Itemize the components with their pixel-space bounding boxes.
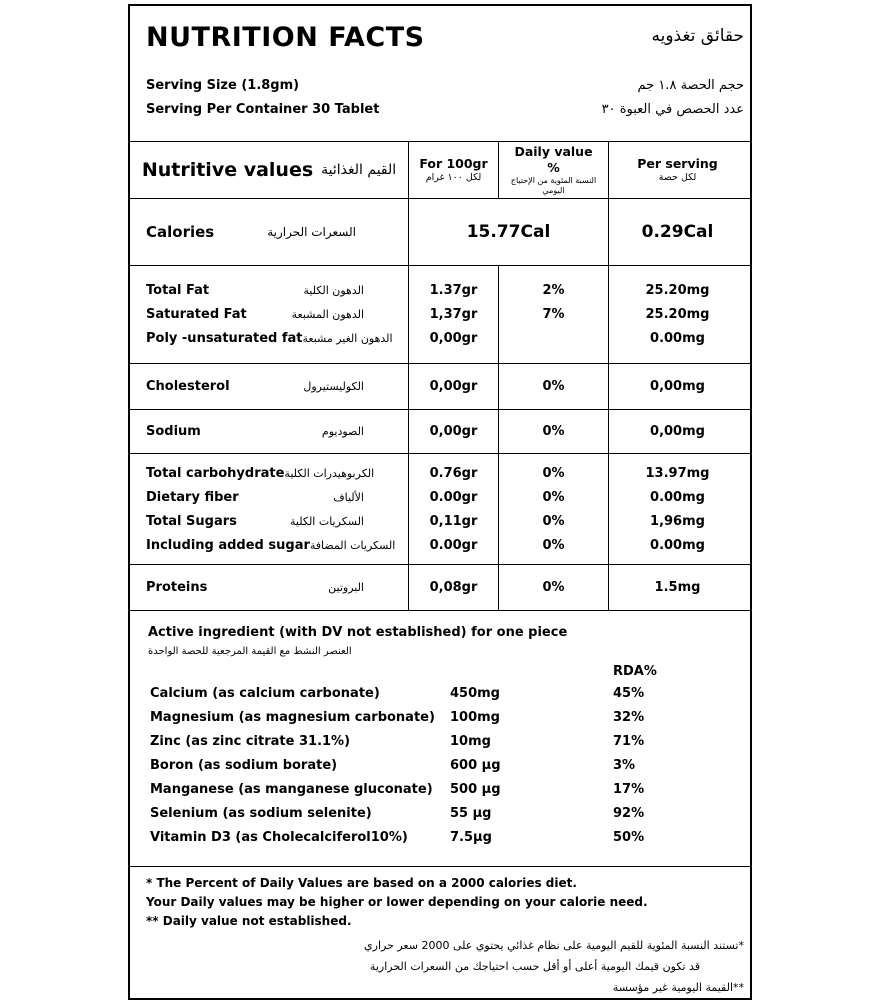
proteins-group — [130, 564, 750, 610]
daily-value — [499, 326, 608, 350]
nutrient-label: Total Sugars — [146, 513, 237, 529]
daily-value-header — [498, 142, 608, 198]
per-serving-value: 25.20mg — [645, 306, 710, 322]
nutrient-label: Sodium — [146, 423, 201, 439]
nutrient-label-arabic: الألياف — [333, 490, 364, 504]
sodium-daily-value-column — [498, 410, 608, 453]
nutrient-label: Proteins — [146, 579, 208, 595]
carbohydrate-per100-column — [408, 454, 498, 564]
serving-size-english: Serving Size (1.8gm) — [146, 77, 300, 93]
title-english: NUTRITION FACTS — [146, 22, 425, 53]
footnote-daily-values-basis-arabic: *تستند النسبة المئوية للقيم اليومية على نظام غذائي يحتوي على 2000 سعر حراري — [364, 939, 744, 952]
row-total-sugars — [130, 509, 408, 533]
nutrient-label: Total carbohydrate — [146, 465, 285, 481]
per-100g-header — [408, 142, 498, 198]
row-dietary-fiber — [130, 485, 408, 509]
nutrition-facts-label — [128, 4, 752, 1000]
nutrient-label: Cholesterol — [146, 378, 230, 394]
daily-value: 0% — [542, 537, 565, 553]
calories-row — [130, 198, 750, 265]
servings-per-container-english: Serving Per Container 30 Tablet — [146, 101, 380, 117]
per100-value: 0.00gr — [429, 537, 478, 553]
proteins-per-serving-column — [608, 565, 746, 610]
carbohydrate-group — [130, 453, 750, 564]
per-serving-value: 0.00mg — [650, 489, 705, 505]
ingredient-name: Boron (as sodium borate) — [150, 757, 338, 773]
daily-value: 0% — [542, 378, 565, 394]
footnote-dv-not-established-arabic: **القيمة اليومية غير مؤسسة — [612, 981, 744, 994]
serving-size-arabic: حجم الحصة ١.٨ جم — [637, 77, 744, 93]
cholesterol-group — [130, 363, 750, 409]
ingredient-rda: 45% — [613, 685, 645, 701]
row-total-fat — [130, 278, 408, 302]
ingredient-name: Calcium (as calcium carbonate) — [150, 685, 380, 701]
active-ingredients-section — [130, 611, 750, 852]
row-poly-unsaturated-fat — [130, 326, 408, 350]
daily-value: 2% — [542, 282, 565, 298]
cholesterol-per-serving-column — [608, 364, 746, 409]
ingredient-amount: 55 µg — [450, 805, 492, 821]
serving-info — [130, 73, 750, 121]
title-arabic: حقائق تغذويه — [651, 26, 744, 46]
nutritive-values-label: Nutritive values — [141, 159, 314, 181]
carbohydrate-daily-value-column — [498, 454, 608, 564]
ingredient-rda: 50% — [613, 829, 645, 845]
daily-value-label: Daily value — [514, 144, 593, 159]
ingredient-name: Selenium (as sodium selenite) — [150, 805, 372, 821]
fat-per-serving-column — [608, 266, 746, 363]
ingredient-amount: 100mg — [450, 709, 500, 725]
per-100g-label: For 100gr — [419, 156, 488, 171]
cholesterol-labels-column — [130, 364, 408, 409]
per-serving-value: 0.00mg — [650, 330, 705, 346]
ingredient-name: Manganese (as manganese gluconate) — [150, 781, 433, 797]
sodium-per100-column — [408, 410, 498, 453]
per100-value: 0.76gr — [429, 465, 478, 481]
nutrient-label-arabic: الصوديوم — [321, 424, 364, 438]
footnote-higher-lower: Your Daily values may be higher or lower depending on your calorie need. — [146, 895, 648, 909]
nutrient-label-arabic: الدهون الغير مشبعة — [302, 331, 393, 345]
daily-value: 0% — [542, 579, 565, 595]
daily-value: 0% — [542, 489, 565, 505]
daily-value: 7% — [542, 306, 565, 322]
ingredient-name: Zinc (as zinc citrate 31.1%) — [150, 733, 351, 749]
nutritive-values-header — [130, 142, 408, 198]
label-header — [130, 6, 750, 53]
daily-value: 0% — [542, 513, 565, 529]
row-proteins — [130, 575, 408, 599]
calories-label-arabic: السعرات الحرارية — [267, 225, 356, 239]
nutrient-label: Total Fat — [146, 282, 210, 298]
ingredient-rda: 17% — [613, 781, 645, 797]
footnote-higher-lower-arabic: قد تكون قيمك اليومية أعلى أو أقل حسب احتياجك من السعرات الحرارية — [369, 960, 700, 973]
per-serving-value: 0,00mg — [650, 423, 705, 439]
row-total-carbohydrate — [130, 461, 408, 485]
ingredient-amount: 450mg — [450, 685, 500, 701]
per100-value: 0,11gr — [429, 513, 478, 529]
nutrient-label-arabic: السكريات المضافة — [309, 538, 396, 552]
ingredient-row-magnesium — [130, 705, 750, 729]
ingredient-row-manganese — [130, 777, 750, 801]
nutrient-label-arabic: الدهون المشبعة — [291, 307, 364, 321]
nutrient-label-arabic: البروتين — [328, 580, 364, 594]
fat-labels-column — [130, 266, 408, 363]
fat-daily-value-column — [498, 266, 608, 363]
per-100g-label-arabic: لكل ١٠٠ غرام — [425, 172, 482, 183]
per-serving-value: 1,96mg — [650, 513, 705, 529]
footnote-dv-not-established: ** Daily value not established. — [146, 914, 352, 928]
per100-value: 0,00gr — [429, 423, 478, 439]
servings-per-container-row — [130, 97, 750, 121]
per100-value: 0,00gr — [429, 378, 478, 394]
cholesterol-per100-column — [408, 364, 498, 409]
proteins-daily-value-column — [498, 565, 608, 610]
per100-value: 1.37gr — [429, 282, 478, 298]
nutrient-label: Including added sugar — [146, 537, 310, 553]
active-ingredients-heading-arabic: العنصر النشط مع القيمة المرجعية للحصة الواحدة — [148, 646, 352, 657]
ingredient-rda: 32% — [613, 709, 645, 725]
daily-value-percent-sign: % — [547, 160, 560, 175]
row-sodium — [130, 419, 408, 443]
ingredient-amount: 7.5µg — [450, 829, 492, 845]
sodium-per-serving-column — [608, 410, 746, 453]
per-serving-header — [608, 142, 746, 198]
per-serving-value: 13.97mg — [645, 465, 710, 481]
calories-per100-value: 15.77Cal — [408, 199, 608, 265]
row-saturated-fat — [130, 302, 408, 326]
cholesterol-daily-value-column — [498, 364, 608, 409]
ingredient-name: Vitamin D3 (as Cholecalciferol10%) — [150, 829, 408, 845]
per-serving-label: Per serving — [637, 156, 718, 171]
sodium-group — [130, 409, 750, 453]
nutrient-label-arabic: السكريات الكلية — [290, 514, 364, 528]
ingredient-rda: 3% — [613, 757, 636, 773]
ingredient-row-zinc — [130, 729, 750, 753]
ingredient-rda: 92% — [613, 805, 645, 821]
ingredient-row-selenium — [130, 801, 750, 825]
nutrient-label: Poly -unsaturated fat — [146, 330, 303, 346]
ingredient-name: Magnesium (as magnesium carbonate) — [150, 709, 435, 725]
proteins-labels-column — [130, 565, 408, 610]
per100-value: 1,37gr — [429, 306, 478, 322]
per-serving-value: 0,00mg — [650, 378, 705, 394]
per-serving-value: 0.00mg — [650, 537, 705, 553]
per100-value: 0.00gr — [429, 489, 478, 505]
nutrition-table — [130, 141, 750, 611]
nutrient-label-arabic: الدهون الكلية — [303, 283, 364, 297]
row-cholesterol — [130, 374, 408, 398]
nutrient-label-arabic: الكوليستيرول — [303, 379, 364, 393]
servings-per-container-arabic: عدد الحصص في العبوة ٣٠ — [601, 101, 744, 117]
per100-value: 0,00gr — [429, 330, 478, 346]
ingredient-row-vitamin-d3 — [130, 825, 750, 849]
carbohydrate-labels-column — [130, 454, 408, 564]
sodium-labels-column — [130, 410, 408, 453]
daily-value: 0% — [542, 465, 565, 481]
calories-label-cell — [130, 199, 408, 265]
carbohydrate-per-serving-column — [608, 454, 746, 564]
ingredient-amount: 600 µg — [450, 757, 501, 773]
calories-label: Calories — [146, 223, 215, 241]
per-serving-value: 1.5mg — [654, 579, 701, 595]
per-serving-label-arabic: لكل حصة — [658, 172, 697, 183]
ingredient-rda: 71% — [613, 733, 645, 749]
proteins-per100-column — [408, 565, 498, 610]
table-header-row — [130, 142, 750, 198]
fat-per100-column — [408, 266, 498, 363]
footnotes-section — [130, 866, 750, 998]
daily-value-label-arabic: النسبة المئوية من الإحتياج اليومي — [510, 176, 597, 195]
nutrient-label: Dietary fiber — [146, 489, 239, 505]
fat-group — [130, 265, 750, 363]
active-ingredients-heading: Active ingredient (with DV not established) for one piece — [148, 625, 568, 640]
calories-per-serving-value: 0.29Cal — [608, 199, 746, 265]
ingredient-row-calcium — [130, 681, 750, 705]
ingredient-amount: 10mg — [450, 733, 491, 749]
nutrient-label: Saturated Fat — [146, 306, 247, 322]
per100-value: 0,08gr — [429, 579, 478, 595]
per-serving-value: 25.20mg — [645, 282, 710, 298]
rda-header-row — [130, 661, 750, 681]
serving-size-row — [130, 73, 750, 97]
rda-header: RDA% — [613, 663, 657, 679]
row-added-sugar — [130, 533, 408, 557]
ingredient-amount: 500 µg — [450, 781, 501, 797]
footnote-daily-values-basis: * The Percent of Daily Values are based on a 2000 calories diet. — [146, 876, 577, 890]
daily-value: 0% — [542, 423, 565, 439]
nutrient-label-arabic: الكربوهيدرات الكلية — [284, 466, 375, 480]
ingredient-row-boron — [130, 753, 750, 777]
nutritive-values-label-arabic: القيم الغذائية — [321, 162, 397, 178]
